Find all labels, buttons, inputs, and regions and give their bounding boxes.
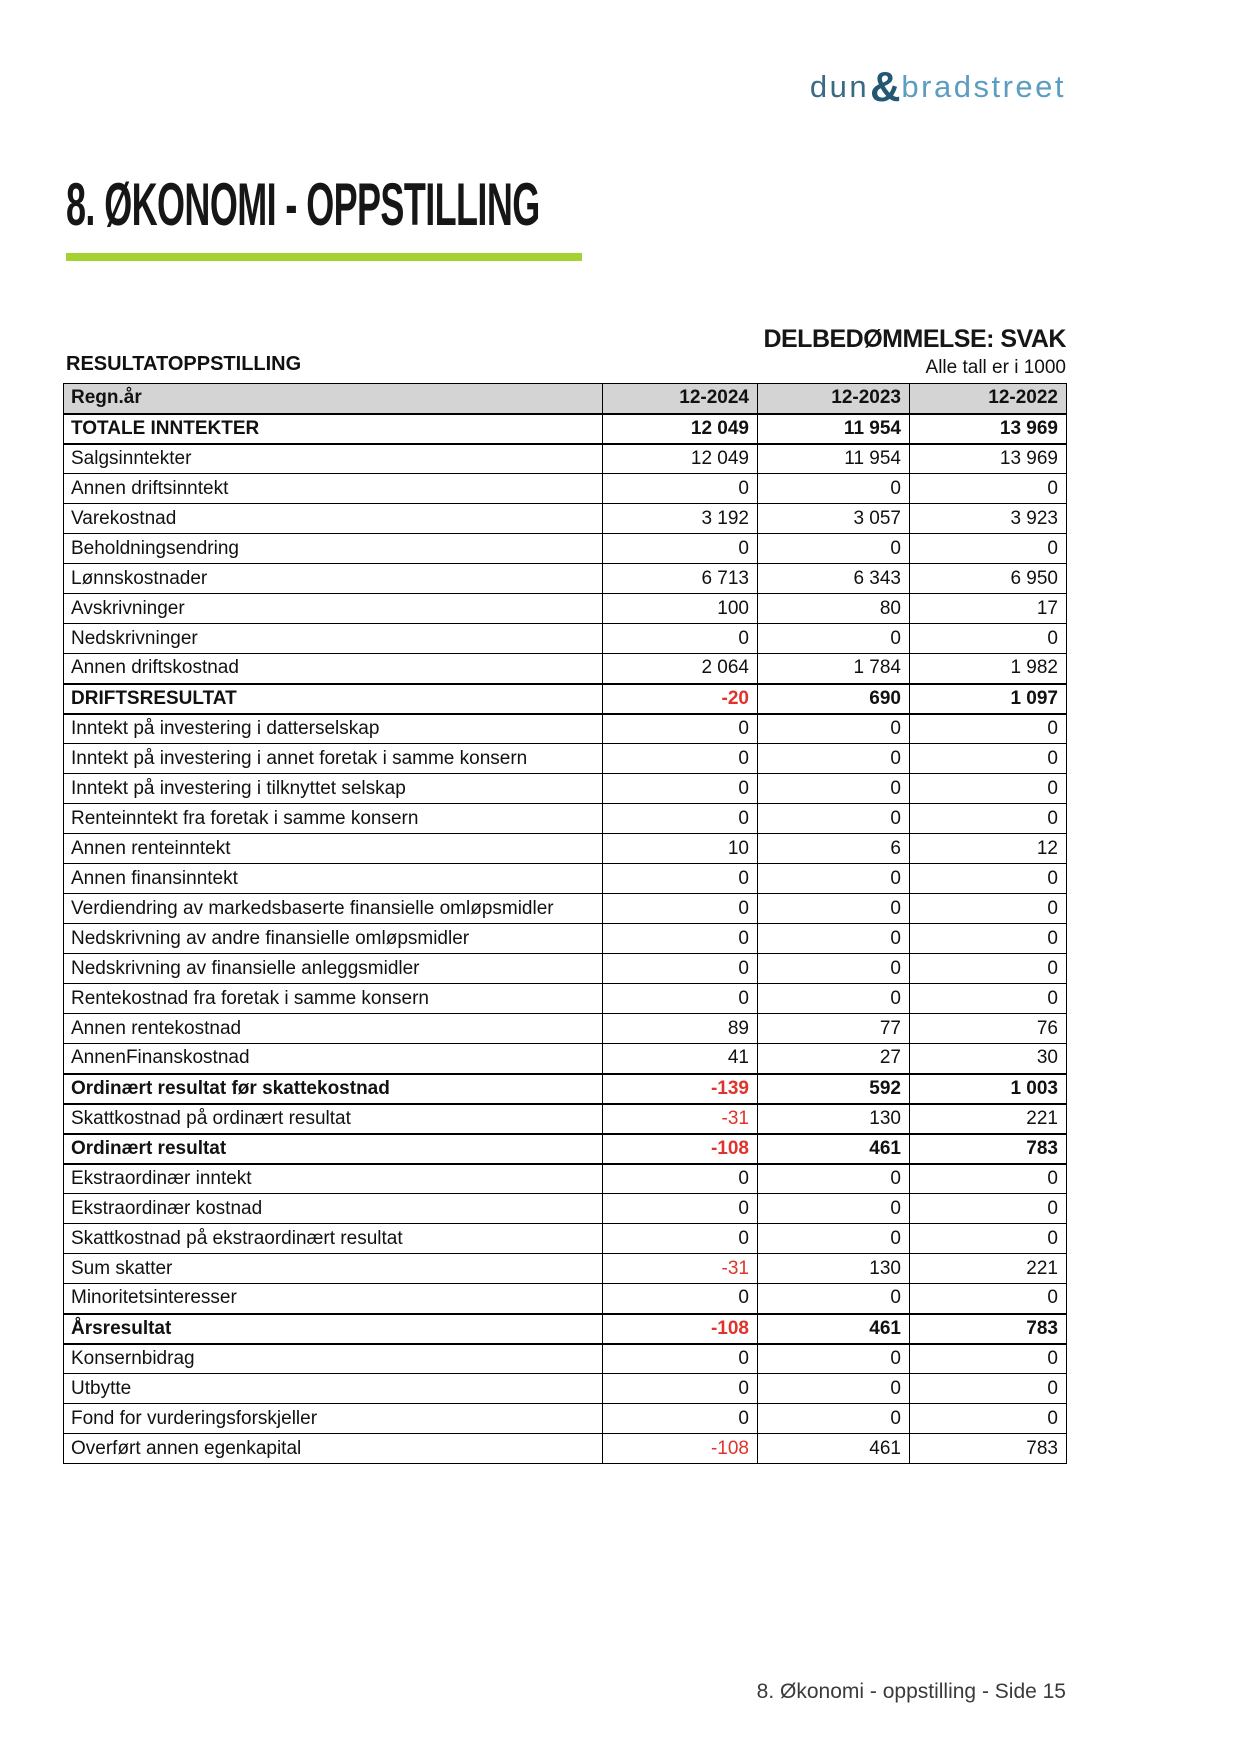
row-value: 0: [758, 714, 910, 744]
row-value: 0: [910, 894, 1067, 924]
logo-text-dun: dun: [809, 69, 870, 104]
row-value: 0: [910, 1374, 1067, 1404]
row-value: 0: [603, 1284, 758, 1314]
row-value: 0: [758, 1194, 910, 1224]
row-value: 0: [910, 864, 1067, 894]
column-header-12-2024: 12-2024: [603, 384, 758, 414]
row-value: 13 969: [910, 444, 1067, 474]
row-value: 12 049: [603, 444, 758, 474]
row-label: Fond for vurderingsforskjeller: [64, 1404, 603, 1434]
row-value: 6 950: [910, 564, 1067, 594]
row-label: Annen renteinntekt: [64, 834, 603, 864]
row-value: 461: [758, 1434, 910, 1464]
row-value: 0: [910, 1284, 1067, 1314]
table-row: [64, 1074, 1067, 1104]
row-label: Nedskrivning av andre finansielle omløpsmidler: [64, 924, 603, 954]
row-value: 0: [603, 924, 758, 954]
row-value: 0: [758, 624, 910, 654]
row-value: 77: [758, 1014, 910, 1044]
row-value: -108: [603, 1434, 758, 1464]
row-value: 0: [603, 744, 758, 774]
row-label: Inntekt på investering i datterselskap: [64, 714, 603, 744]
row-value: 0: [603, 1374, 758, 1404]
row-value: 0: [910, 984, 1067, 1014]
title-accent-bar: [66, 253, 582, 261]
row-value: 221: [910, 1254, 1067, 1284]
row-value: 0: [910, 1224, 1067, 1254]
row-value: 11 954: [758, 414, 910, 444]
row-value: 0: [758, 474, 910, 504]
row-value: -139: [603, 1074, 758, 1104]
table-row: [64, 984, 1067, 1014]
row-value: 0: [758, 894, 910, 924]
row-value: -31: [603, 1254, 758, 1284]
row-value: 30: [910, 1044, 1067, 1074]
row-label: Nedskrivning av finansielle anleggsmidler: [64, 954, 603, 984]
row-value: 0: [758, 1284, 910, 1314]
row-label: Renteinntekt fra foretak i samme konsern: [64, 804, 603, 834]
table-row: [64, 1434, 1067, 1464]
row-label: Minoritetsinteresser: [64, 1284, 603, 1314]
result-table: [63, 383, 1067, 1464]
row-label: Annen finansinntekt: [64, 864, 603, 894]
row-value: 0: [603, 1194, 758, 1224]
row-value: 6 343: [758, 564, 910, 594]
row-label: Lønnskostnader: [64, 564, 603, 594]
row-value: 6: [758, 834, 910, 864]
row-value: 10: [603, 834, 758, 864]
row-value: 12 049: [603, 414, 758, 444]
row-label: Avskrivninger: [64, 594, 603, 624]
table-row: [64, 1164, 1067, 1194]
row-value: 76: [910, 1014, 1067, 1044]
row-value: 100: [603, 594, 758, 624]
table-row: [64, 834, 1067, 864]
row-value: 0: [758, 1164, 910, 1194]
column-header-12-2022: 12-2022: [910, 384, 1067, 414]
row-value: 0: [603, 1404, 758, 1434]
table-row: [64, 1254, 1067, 1284]
row-label: Annen driftsinntekt: [64, 474, 603, 504]
row-label: Utbytte: [64, 1374, 603, 1404]
table-row: [64, 504, 1067, 534]
row-value: 0: [758, 744, 910, 774]
row-value: 3 057: [758, 504, 910, 534]
table-row: [64, 744, 1067, 774]
row-label: Salgsinntekter: [64, 444, 603, 474]
row-value: 0: [758, 1404, 910, 1434]
row-value: 690: [758, 684, 910, 714]
row-label: Nedskrivninger: [64, 624, 603, 654]
table-row: [64, 954, 1067, 984]
row-label: AnnenFinanskostnad: [64, 1044, 603, 1074]
row-value: -20: [603, 684, 758, 714]
table-row: [64, 1014, 1067, 1044]
row-value: 783: [910, 1314, 1067, 1344]
row-value: 783: [910, 1134, 1067, 1164]
row-value: 0: [603, 774, 758, 804]
table-title: RESULTATOPPSTILLING: [66, 353, 302, 375]
row-value: 12: [910, 834, 1067, 864]
row-value: 0: [603, 534, 758, 564]
row-value: 0: [910, 714, 1067, 744]
row-value: 0: [758, 954, 910, 984]
table-row: [64, 1314, 1067, 1344]
dun-bradstreet-logo: [809, 63, 1066, 110]
row-value: 13 969: [910, 414, 1067, 444]
row-value: 0: [603, 1164, 758, 1194]
row-label: Inntekt på investering i tilknyttet selskap: [64, 774, 603, 804]
row-value: 89: [603, 1014, 758, 1044]
row-value: 0: [910, 1344, 1067, 1374]
page-footer: 8. Økonomi - oppstilling - Side 15: [756, 1680, 1066, 1703]
table-row: [64, 414, 1067, 444]
row-label: Rentekostnad fra foretak i samme konsern: [64, 984, 603, 1014]
row-value: 0: [603, 804, 758, 834]
row-value: 592: [758, 1074, 910, 1104]
row-value: 1 784: [758, 654, 910, 684]
row-value: 0: [758, 924, 910, 954]
row-value: 0: [603, 1224, 758, 1254]
row-value: -108: [603, 1314, 758, 1344]
row-value: 1 982: [910, 654, 1067, 684]
row-value: 0: [910, 1404, 1067, 1434]
row-label: Beholdningsendring: [64, 534, 603, 564]
row-value: 17: [910, 594, 1067, 624]
row-value: 461: [758, 1134, 910, 1164]
table-row: [64, 564, 1067, 594]
row-label: Sum skatter: [64, 1254, 603, 1284]
row-value: 0: [603, 864, 758, 894]
row-value: 0: [758, 534, 910, 564]
row-value: -108: [603, 1134, 758, 1164]
table-row: [64, 474, 1067, 504]
row-value: 1 097: [910, 684, 1067, 714]
table-row: [64, 894, 1067, 924]
row-value: 80: [758, 594, 910, 624]
table-row: [64, 654, 1067, 684]
row-value: 0: [603, 954, 758, 984]
row-label: Skattkostnad på ekstraordinært resultat: [64, 1224, 603, 1254]
table-row: [64, 864, 1067, 894]
assessment-label: DELBEDØMMELSE: SVAK: [763, 325, 1066, 353]
logo-text-bradstreet: bradstreet: [901, 69, 1066, 104]
row-value: 0: [758, 1374, 910, 1404]
table-row: [64, 1284, 1067, 1314]
row-value: -31: [603, 1104, 758, 1134]
column-header-regnar: Regn.år: [64, 384, 603, 414]
row-value: 130: [758, 1104, 910, 1134]
row-value: 0: [758, 1224, 910, 1254]
table-row: [64, 1134, 1067, 1164]
row-value: 0: [603, 624, 758, 654]
row-value: 41: [603, 1044, 758, 1074]
row-label: TOTALE INNTEKTER: [64, 414, 603, 444]
unit-note: Alle tall er i 1000: [925, 357, 1066, 378]
table-row: [64, 1404, 1067, 1434]
page-title: 8. ØKONOMI - OPPSTILLING: [66, 171, 540, 238]
table-row: [64, 594, 1067, 624]
table-row: [64, 714, 1067, 744]
table-row: [64, 1044, 1067, 1074]
row-value: 0: [910, 924, 1067, 954]
row-value: 0: [603, 714, 758, 744]
row-label: Annen rentekostnad: [64, 1014, 603, 1044]
row-value: 783: [910, 1434, 1067, 1464]
row-value: 0: [910, 474, 1067, 504]
row-value: 0: [910, 744, 1067, 774]
row-value: 0: [910, 1194, 1067, 1224]
table-row: [64, 774, 1067, 804]
table-header-row: [64, 384, 1067, 414]
table-row: [64, 624, 1067, 654]
column-header-12-2023: 12-2023: [758, 384, 910, 414]
row-value: 0: [758, 864, 910, 894]
row-value: 130: [758, 1254, 910, 1284]
row-value: 0: [910, 1164, 1067, 1194]
row-value: 11 954: [758, 444, 910, 474]
row-value: 0: [603, 474, 758, 504]
row-value: 0: [910, 534, 1067, 564]
row-value: 2 064: [603, 654, 758, 684]
table-row: [64, 1344, 1067, 1374]
row-value: 0: [603, 1344, 758, 1374]
row-value: 0: [910, 804, 1067, 834]
table-row: [64, 684, 1067, 714]
row-value: 0: [758, 984, 910, 1014]
row-label: Annen driftskostnad: [64, 654, 603, 684]
table-row: [64, 1374, 1067, 1404]
table-row: [64, 1224, 1067, 1254]
row-label: Årsresultat: [64, 1314, 603, 1344]
table-row: [64, 924, 1067, 954]
table-row: [64, 534, 1067, 564]
result-table-body: [64, 414, 1067, 1464]
row-value: 0: [603, 894, 758, 924]
row-value: 0: [758, 804, 910, 834]
row-label: Ekstraordinær kostnad: [64, 1194, 603, 1224]
row-value: 3 923: [910, 504, 1067, 534]
row-value: 0: [758, 1344, 910, 1374]
table-row: [64, 444, 1067, 474]
row-label: Konsernbidrag: [64, 1344, 603, 1374]
row-label: Varekostnad: [64, 504, 603, 534]
row-label: Ordinært resultat: [64, 1134, 603, 1164]
row-label: Ordinært resultat før skattekostnad: [64, 1074, 603, 1104]
row-label: Skattkostnad på ordinært resultat: [64, 1104, 603, 1134]
logo-ampersand-icon: &: [870, 63, 901, 110]
table-row: [64, 1104, 1067, 1134]
row-label: DRIFTSRESULTAT: [64, 684, 603, 714]
row-value: 0: [910, 954, 1067, 984]
row-label: Ekstraordinær inntekt: [64, 1164, 603, 1194]
row-value: 27: [758, 1044, 910, 1074]
row-value: 221: [910, 1104, 1067, 1134]
row-value: 3 192: [603, 504, 758, 534]
row-value: 0: [758, 774, 910, 804]
row-label: Overført annen egenkapital: [64, 1434, 603, 1464]
row-value: 1 003: [910, 1074, 1067, 1104]
row-value: 0: [603, 984, 758, 1014]
row-value: 0: [910, 624, 1067, 654]
table-row: [64, 1194, 1067, 1224]
row-value: 0: [910, 774, 1067, 804]
row-label: Verdiendring av markedsbaserte finansielle omløpsmidler: [64, 894, 603, 924]
row-label: Inntekt på investering i annet foretak i samme konsern: [64, 744, 603, 774]
row-value: 6 713: [603, 564, 758, 594]
row-value: 461: [758, 1314, 910, 1344]
table-row: [64, 804, 1067, 834]
